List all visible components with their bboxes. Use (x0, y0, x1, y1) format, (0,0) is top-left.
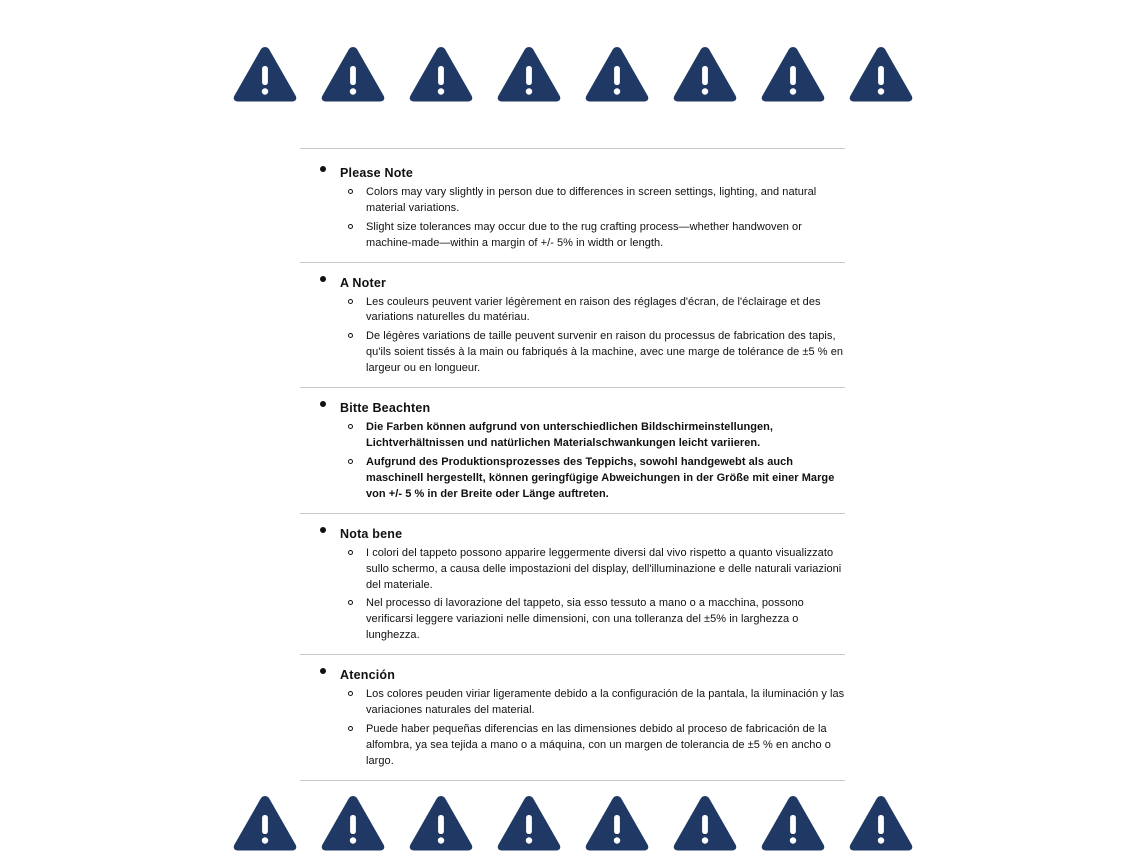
note-sublist (340, 185, 845, 252)
section-title: Nota bene (340, 526, 403, 541)
sub-bullet-icon (348, 691, 353, 696)
sub-bullet-icon (348, 459, 353, 464)
sub-bullet-icon (348, 424, 353, 429)
notes-sections (300, 165, 845, 781)
note-list (300, 165, 845, 252)
note-sublist (340, 546, 845, 645)
bullet-icon (320, 527, 326, 533)
note-text: Los colores peuden viriar ligeramente debido a la configuración de la pantala, la iluminación y las variaciones naturales del material. (366, 688, 845, 717)
sub-bullet-icon (348, 726, 353, 731)
warning-triangle-icon (848, 793, 914, 853)
list-item (300, 400, 845, 503)
warning-icon-row-top (0, 0, 1145, 104)
divider (300, 654, 845, 655)
divider (300, 780, 845, 781)
warning-triangle-icon (232, 44, 298, 104)
list-item (340, 329, 845, 377)
sub-bullet-icon (348, 333, 353, 338)
divider (300, 513, 845, 514)
warning-triangle-icon (408, 44, 474, 104)
note-sublist (340, 420, 845, 503)
note-text: Les couleurs peuvent varier légèrement en raison des réglages d'écran, de l'éclairage et des variations naturelles du matériau. (366, 295, 821, 324)
note-section (300, 526, 845, 656)
section-title: Bitte Beachten (340, 401, 431, 416)
warning-triangle-icon (584, 793, 650, 853)
warning-triangle-icon (496, 44, 562, 104)
warning-triangle-icon (320, 44, 386, 104)
bullet-icon (320, 276, 326, 282)
warning-triangle-icon (232, 793, 298, 853)
note-sublist (340, 295, 845, 378)
list-item (300, 526, 845, 645)
list-item (340, 220, 845, 252)
note-text: Aufgrund des Produktionsprozesses des Teppichs, sowohl handgewebt als auch maschinell hergestellt, können geringfügige Abweichungen in der Größe mit einer Marge von +/- 5 % in der Breite oder Länge auftreten. (366, 455, 835, 500)
warning-icon-row-bottom (0, 793, 1145, 853)
sub-bullet-icon (348, 550, 353, 555)
sub-bullet-icon (348, 224, 353, 229)
note-text: Colors may vary slightly in person due to differences in screen settings, lighting, and natural material variations. (366, 185, 817, 214)
sub-bullet-icon (348, 600, 353, 605)
note-text: Slight size tolerances may occur due to the rug crafting process—whether handwoven or machine-made—within a margin of +/- 5% in width or length. (366, 220, 802, 249)
warning-triangle-icon (760, 793, 826, 853)
list-item (340, 455, 845, 503)
notes-content (300, 104, 845, 781)
note-text: Nel processo di lavorazione del tappeto, sia esso tessuto a mano o a macchina, possono verificarsi leggere variazioni nelle dimensioni, con una tolleranza del ±5% in larghezza o lunghezza. (366, 597, 804, 642)
warning-triangle-icon (320, 793, 386, 853)
note-sublist (340, 687, 845, 770)
note-section (300, 667, 845, 781)
list-item (340, 420, 845, 452)
note-section (300, 165, 845, 263)
list-item (300, 667, 845, 770)
warning-triangle-icon (408, 793, 474, 853)
divider (300, 148, 845, 149)
list-item (340, 722, 845, 770)
warning-triangle-icon (584, 44, 650, 104)
warning-triangle-icon (672, 44, 738, 104)
note-list (300, 526, 845, 645)
list-item (300, 165, 845, 252)
note-text: I colori del tappeto possono apparire leggermente diversi dal vivo rispetto a quanto visualizzato sullo schermo, a causa delle impostazioni del display, dell'illuminazione e delle naturali variazioni del materiale. (366, 546, 842, 591)
warning-triangle-icon (672, 793, 738, 853)
bullet-icon (320, 401, 326, 407)
sub-bullet-icon (348, 299, 353, 304)
note-text: Puede haber pequeñas diferencias en las dimensiones debido al proceso de fabricación de la alfombra, ya sea tejida a mano o a máquina, con un margen de tolerancia de ±5 % en ancho o largo. (366, 723, 831, 767)
bullet-icon (320, 668, 326, 674)
note-section (300, 275, 845, 389)
note-section (300, 400, 845, 514)
list-item (300, 275, 845, 378)
warning-triangle-icon (760, 44, 826, 104)
divider (300, 387, 845, 388)
list-item (340, 546, 845, 594)
note-text: De légères variations de taille peuvent survenir en raison du processus de fabrication des tapis, qu'ils soient tissés à la main ou fabriqués à la machine, avec une marge de tolérance de ±5 % en largeur ou en longueur. (366, 330, 844, 375)
list-item (340, 295, 845, 327)
note-list (300, 400, 845, 503)
list-item (340, 687, 845, 719)
section-title: Atención (340, 668, 396, 683)
warning-triangle-icon (496, 793, 562, 853)
sub-bullet-icon (348, 189, 353, 194)
section-title: Please Note (340, 166, 414, 180)
bullet-icon (320, 166, 326, 172)
divider (300, 262, 845, 263)
list-item (340, 596, 845, 644)
note-list (300, 667, 845, 770)
warning-triangle-icon (848, 44, 914, 104)
note-list (300, 275, 845, 378)
list-item (340, 185, 845, 217)
section-title: A Noter (340, 275, 387, 290)
note-text: Die Farben können aufgrund von unterschiedlichen Bildschirmeinstellungen, Lichtverhältnissen und natürlichen Materialschwankungen leicht variieren. (366, 421, 774, 449)
